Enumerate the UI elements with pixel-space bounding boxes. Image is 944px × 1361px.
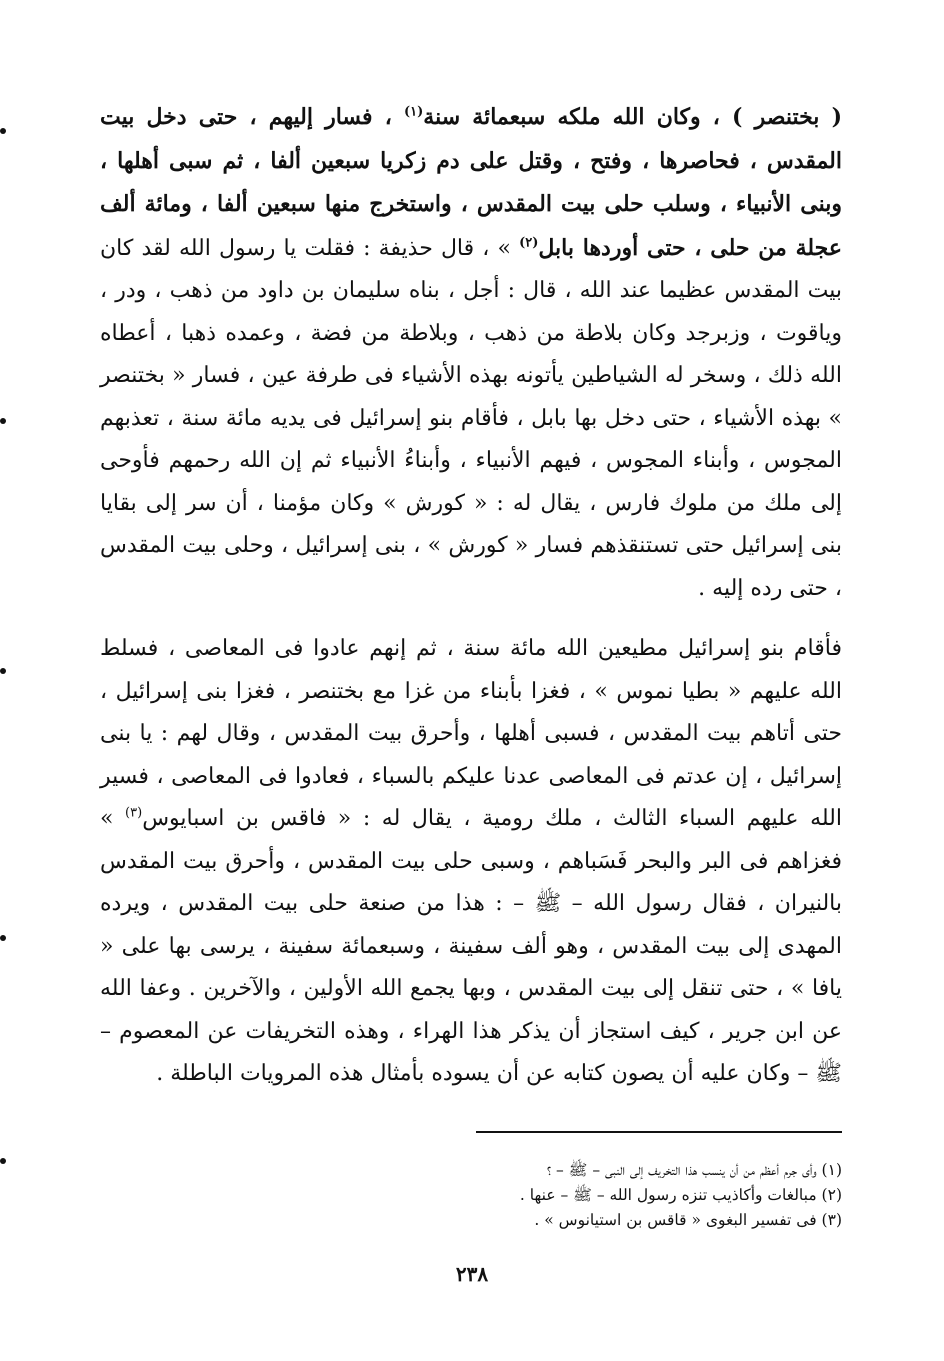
paragraph-2: فأقام بنو إسرائيل مطيعين الله مائة سنة ، ثم إنهم عادوا فى المعاصى ، فسلط الله عليهم « بطيا نموس » ، فغزا بأبناء من غزا مع بختنصر ، فغزا بنى إسرائيل ، حتى أتاهم بيت المقدس ، فسبى أهلها ، وأحرق بيت المقدس ، وقال لهم : يا بنى إسرائيل ، إن عدتم فى المعاصى عدنا عليكم بالسباء ، فعادوا فى المعاصى ، فسير الله عليهم السباء الثالث ، ملك رومية ، يقال له : « فاقس بن اسبايوس$^{(٣)}$ » فغزاهم فى البر والبحر فَسَباهم ، وسبى حلى بيت المقدس ، وأحرق بيت المقدس بالنيران ، فقال رسول الله – ﷺ – : هذا من صنعة حلى بيت المقدس ، ويرده المهدى إلى بيت المقدس ، وهو ألف سفينة ، وسبعمائة سفينة ، يرسى بها على « يافا » ، حتى تنقل إلى بيت المقدس ، وبها يجمع الله الأولين ، والآخرين . وعفا الله عن ابن جرير ، كيف استجاز أن يذكر هذا الهراء ، وهذه التخريفات عن المعصوم – ﷺ – وكان عليه أن يصون كتابه عن أن يسوده بأمثال هذه المرويات الباطلة . — [100, 636, 843, 1086]
footnote-ref-3[interactable]: (٣) — [125, 805, 143, 821]
footnote-2: (٢) مبالغات وأكاذيب تنزه رسول الله – ﷺ – عنها . — [519, 1186, 842, 1204]
quoted-narration: ( بختنصر ) ، وكان الله ملكه سبعمائة سنة$^{(١)}$ ، فسار إليهم ، حتى دخل بيت المقدس ، فحاصرها ، وفتح ، وقتل على دم زكريا سبعين ألفا ، ثم سبى أهلها ، وبنى الأنبياء ، وسلب حلى بيت المقدس ، واستخرج منها سبعين ألفا ، ومائة ألف عجلة من حلى ، حتى أوردها بابل$^{(٢)}$ — [100, 104, 842, 261]
main-text — [100, 96, 842, 1096]
footnote-3: (٣) فى تفسير البغوى « قاقس بن استيانوس » . — [534, 1211, 842, 1229]
footnote-1: (١) وأى جرم أعظم من أن ينسب هذا التخريف إلى النبى – ﷺ – ؟ — [546, 1161, 842, 1179]
footnote-ref-2[interactable]: (٢) — [519, 235, 539, 251]
binding-hole-mark — [0, 418, 6, 424]
footnote-ref-1[interactable]: (١) — [403, 104, 424, 120]
footnotes — [300, 1158, 842, 1233]
binding-hole-mark — [0, 668, 6, 674]
footnote-divider — [476, 1131, 842, 1133]
paragraph-1: ( بختنصر ) ، وكان الله ملكه سبعمائة سنة$^{(١)}$ ، فسار إليهم ، حتى دخل بيت المقدس ، فحاصرها ، وفتح ، وقتل على دم زكريا سبعين ألفا ، ثم سبى أهلها ، وبنى الأنبياء ، وسلب حلى بيت المقدس ، واستخرج منها سبعين ألفا ، ومائة ألف عجلة من حلى ، حتى أوردها بابل$^{(٢)}$ » ، قال حذيفة : فقلت يا رسول الله لقد كان بيت المقدس عظيما عند الله ، قال : أجل ، بناه سليمان بن داود من ذهب ، ودر ، وياقوت ، وزبرجد وكان بلاطة من ذهب ، وبلاطة من فضة ، وعمده ذهبا ، أعطاه الله ذلك ، وسخر له الشياطين يأتونه بهذه الأشياء فى طرفة عين ، فسار « بختنصر » بهذه الأشياء ، حتى دخل بها بابل ، فأقام بنو إسرائيل فى يديه مائة سنة ، تعذبهم المجوس ، وأبناء المجوس ، فيهم الأنبياء ، وأبناءُ الأنبياء ثم إن الله رحمهم فأوحى إلى ملك من ملوك فارس ، يقال له : « كورش » وكان مؤمنا ، أن سر إلى بقايا بنى إسرائيل حتى تستنقذهم فسار « كورش » ، بنى إسرائيل ، وحلى بيت المقدس ، حتى رده إليه . — [100, 104, 843, 601]
binding-hole-mark — [0, 935, 6, 941]
page-number: ٢٣٨ — [455, 1262, 489, 1286]
binding-hole-mark — [0, 1158, 6, 1164]
binding-hole-mark — [0, 128, 6, 134]
